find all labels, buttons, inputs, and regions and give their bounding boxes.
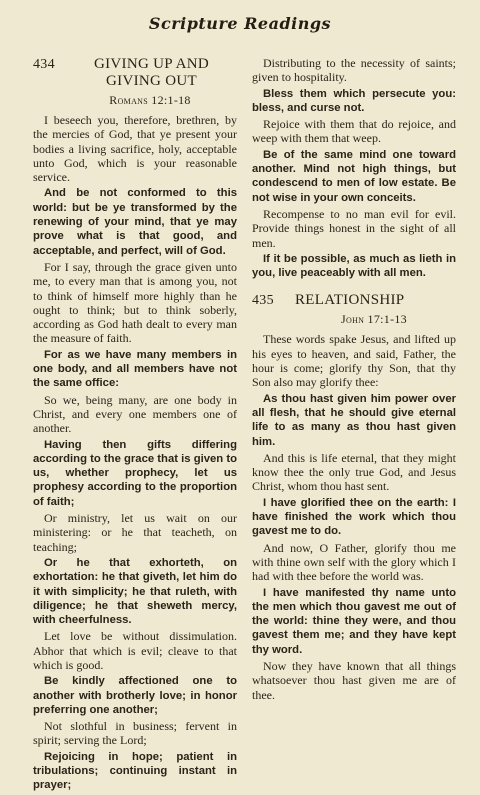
- reading-number: 434: [33, 57, 55, 72]
- reading-435-body: [252, 332, 456, 701]
- reading-434-title: [33, 56, 237, 90]
- right-column: [252, 56, 456, 704]
- reading-title-line1: GIVING UP AND: [93, 56, 209, 72]
- responsive-verse: Or he that exhorteth, on exhortation: he that giveth, let him do it with simplicity; he that ruleth, with diligence; he that sheweth mercy, with cheerfulness.: [33, 556, 237, 627]
- verse: Let love be without dissimulation. Abhor that which is evil; cleave to that which is good.: [33, 629, 237, 672]
- verse: And this is life eternal, that they might know thee the only true God, and Jesus Christ, whom thou hast sent.: [252, 450, 456, 494]
- reading-435-title: [252, 292, 456, 309]
- verse: Recompense to no man evil for evil. Provide things honest in the sight of all men.: [252, 206, 456, 250]
- responsive-verse: As thou hast given him power over all flesh, that he should give eternal life to as many as thou hast given him.: [252, 392, 456, 448]
- responsive-verse: I have manifested thy name unto the men which thou gavest me out of the world: thine they were, and thou gavest them me; and they have kept thy word.: [252, 586, 456, 656]
- verse: Rejoice with them that do rejoice, and weep with them that weep.: [252, 117, 456, 146]
- responsive-verse: Be of the same mind one toward another. Mind not high things, but condescend to men of low estate. Be not wise in your own conceits.: [252, 148, 456, 204]
- responsive-verse: And be not conformed to this world: but be ye transformed by the renewing of your mind, that ye may prove what is that good, and acceptable, and perfect, will of God.: [33, 187, 237, 257]
- reading-434-body: [33, 113, 237, 793]
- responsive-verse: Bless them which persecute you: bless, and curse not.: [252, 87, 456, 114]
- scripture-reference: Romans 12:1-18: [109, 93, 191, 107]
- scripture-reference: John 17:1-13: [341, 312, 407, 327]
- reading-title: RELATIONSHIP: [295, 292, 405, 309]
- responsive-verse: For as we have many members in one body, and all members have not the same office:: [33, 348, 237, 390]
- responsive-verse: If it be possible, as much as lieth in you, live peaceably with all men.: [252, 252, 456, 280]
- verse: Distributing to the necessity of saints; given to hospitality.: [252, 56, 456, 85]
- verse: For I say, through the grace given unto me, to every man that is among you, not to think of himself more highly than he ought to think; but to think soberly, according as God hath dealt to every man the measure of faith.: [33, 259, 237, 346]
- verse: These words spake Jesus, and lifted up his eyes to heaven, and said, Father, the hour is come; glorify thy Son, that thy Son also may glorify thee:: [252, 332, 456, 390]
- verse: And now, O Father, glorify thou me with thine own self with the glory which I had with thee before the world was.: [252, 540, 456, 584]
- page-header: Scripture Readings: [148, 14, 332, 33]
- responsive-verse: I have glorified thee on the earth: I have finished the work which thou gavest me to do.: [252, 496, 456, 538]
- reading-number: 435: [252, 293, 274, 309]
- verse: So we, being many, are one body in Christ, and every one members one of another.: [33, 392, 237, 436]
- verse: Not slothful in business; fervent in spirit; serving the Lord;: [33, 719, 237, 748]
- verse: Or ministry, let us wait on our ministering: or he that teacheth, on teaching;: [33, 511, 237, 554]
- reading-title-line2: GIVING OUT: [106, 73, 197, 89]
- left-column: [33, 56, 237, 795]
- verse: I beseech you, therefore, brethren, by the mercies of God, that ye present your bodies a living sacrifice, holy, acceptable unto God, which is your reasonable service.: [33, 113, 237, 185]
- responsive-verse: Be kindly affectioned one to another with brotherly love; in honor preferring one another;: [33, 675, 237, 716]
- verse: Now they have known that all things whatsoever thou hast given me are of thee.: [252, 658, 456, 702]
- responsive-verse: Rejoicing in hope; patient in tribulations; continuing instant in prayer;: [33, 750, 237, 792]
- responsive-verse: Having then gifts differing according to the grace that is given to us, whether prophecy, let us prophesy according to the proportion of faith;: [33, 438, 238, 508]
- reading-434-continued: [252, 56, 456, 280]
